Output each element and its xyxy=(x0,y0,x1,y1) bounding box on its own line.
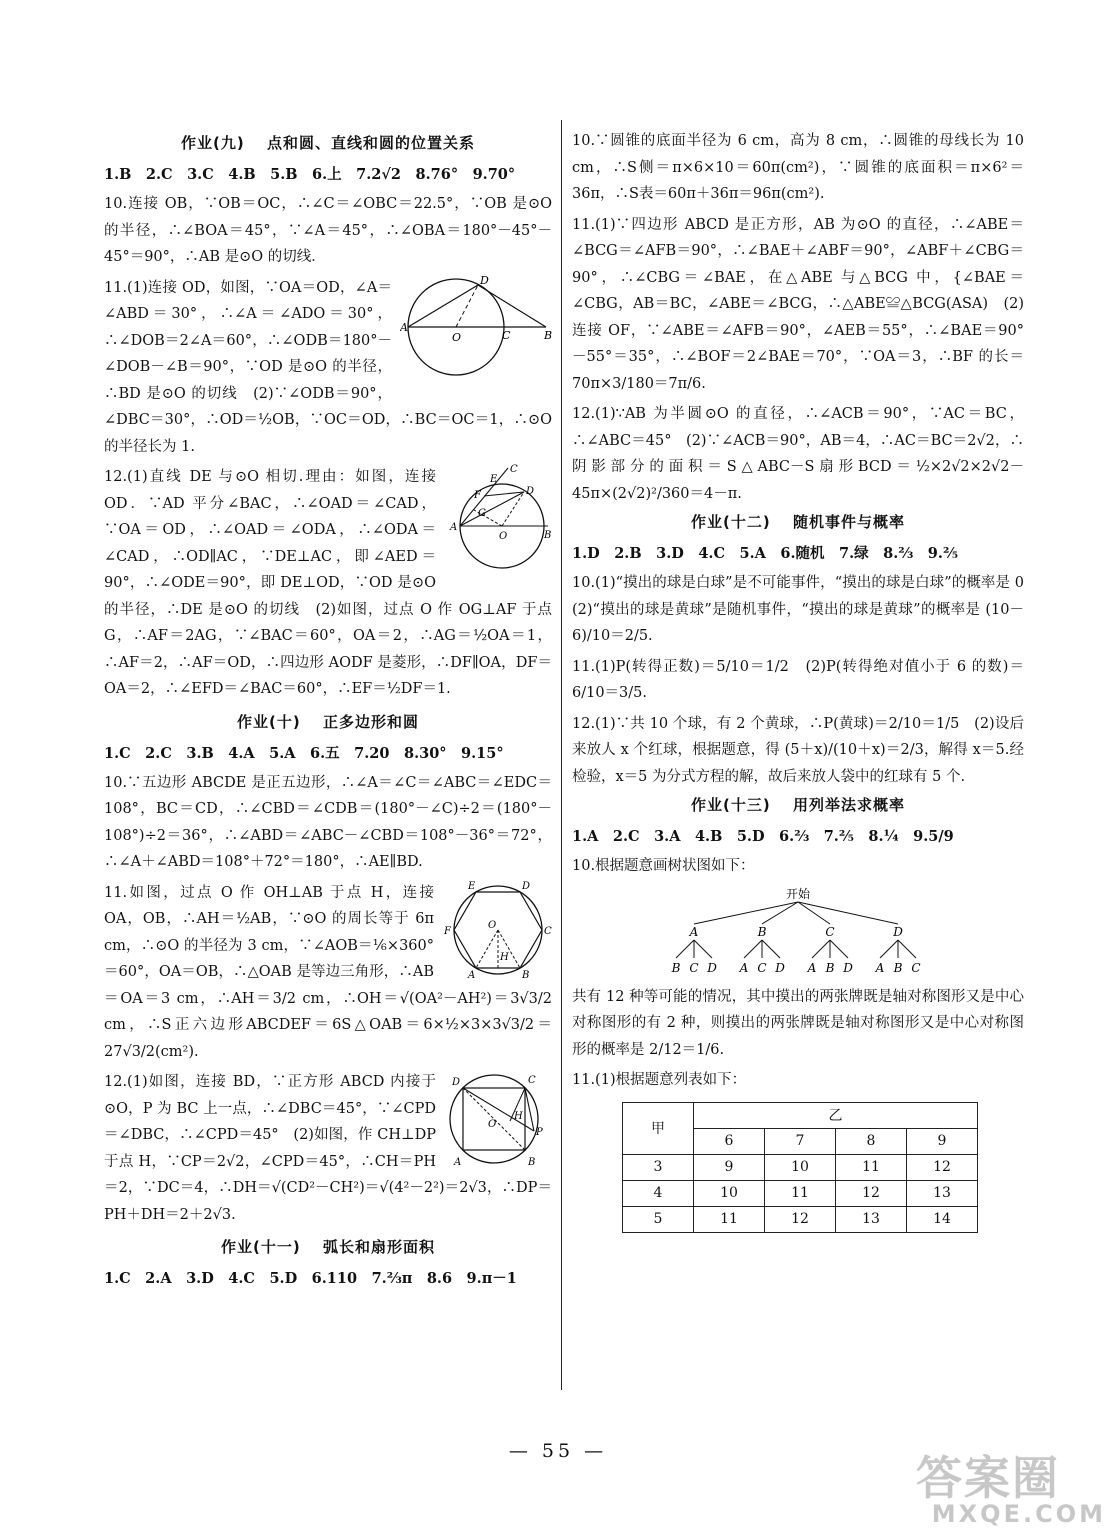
table-cell: 13 xyxy=(907,1180,978,1206)
column-divider xyxy=(561,120,562,1390)
choice-answers: 1.B 2.C 3.C 4.B 5.B 6.上 7.2√2 8.76° 9.70° xyxy=(104,166,516,183)
svg-text:D: D xyxy=(480,274,489,287)
answer-q11: 11.(1)P(转得正数)＝5/10＝1/2 (2)P(转得绝对值小于 6 的数)＝6/10＝3/5. xyxy=(572,658,1024,701)
svg-text:B: B xyxy=(528,1157,536,1168)
tree-node-level2: D xyxy=(707,960,717,975)
tree-node-level2: D xyxy=(843,960,853,975)
answer-q10: 10.∵五边形 ABCDE 是正五边形，∴∠A＝∠C＝∠ABC＝∠EDC＝108°，BC＝CD，∴∠CBD＝∠CDB＝(180°－∠C)÷2＝(180°－108°)÷2＝36°，∴∠ABD＝∠ABC－∠CBD＝108°－36°＝72°，∴∠A＋∠ABD＝108°＋72°＝180°，∴AE∥BD. xyxy=(104,774,552,870)
rhombus-circle-figure xyxy=(444,464,552,574)
section-title: 正多边形和圆 xyxy=(322,712,419,731)
answer-q10: 10.(1)“摸出的球是白球”是不可能事件，“摸出的球是白球”的概率是 0 (2)“摸出的球是黄球”是随机事件，“摸出的球是黄球”的概率是 (10－6)/10＝2/5. xyxy=(572,575,1039,644)
table-row-label: 4 xyxy=(623,1180,694,1206)
svg-text:B: B xyxy=(522,969,530,980)
tree-node-level2: A xyxy=(875,960,885,975)
section-heading-9 xyxy=(104,132,552,153)
tree-node-level2: C xyxy=(911,960,921,975)
tree-node-level2: C xyxy=(757,960,767,975)
tree-node-level2: D xyxy=(775,960,785,975)
svg-text:A: A xyxy=(450,522,458,533)
svg-text:B: B xyxy=(544,328,552,342)
answer-q12: 12.(1)∵共 10 个球，有 2 个黄球，∴P(黄球)＝2/10＝1/5 (2)设后来放人 x 个红球，根据题意，得 (5＋x)/(10＋x)＝2/3，解得 x＝5.经检验，x＝5 为分式方程的解，故后来放人袋中的红球有 5 个. xyxy=(572,715,1024,785)
table-cell: 10 xyxy=(694,1180,765,1206)
tree-node-level1: B xyxy=(757,924,767,939)
table-cell: 11 xyxy=(836,1154,907,1180)
svg-text:H: H xyxy=(514,1111,523,1122)
svg-text:C: C xyxy=(528,1075,536,1086)
svg-text:C: C xyxy=(502,328,511,342)
section-title: 随机事件与概率 xyxy=(792,513,905,531)
answer-q10-text: 共有 12 种等可能的情况，其中摸出的两张牌既是轴对称图形又是中心对称图形的有 2 种，则摸出的两张牌既是轴对称图形又是中心对称图形的概率是 2/12＝1/6. xyxy=(572,988,1024,1058)
watermark-logo xyxy=(916,1442,1106,1532)
svg-text:A: A xyxy=(468,969,476,980)
tree-node-level1: D xyxy=(893,924,903,939)
svg-text:D: D xyxy=(452,1077,461,1088)
svg-text:O: O xyxy=(499,531,508,542)
table-row-header: 甲 xyxy=(623,1102,694,1154)
svg-text:D: D xyxy=(522,880,531,892)
circle-tangent-figure xyxy=(400,275,552,383)
table-row xyxy=(623,1206,978,1232)
table-col-label: 6 xyxy=(694,1128,765,1154)
section-label: 作业(十三) xyxy=(691,796,771,814)
square-circle-figure xyxy=(444,1069,552,1169)
svg-text:E: E xyxy=(490,474,498,485)
section-heading-10 xyxy=(104,711,552,732)
section-title: 点和圆、直线和圆的位置关系 xyxy=(266,134,475,152)
section-heading-12 xyxy=(572,511,1024,532)
svg-text:A: A xyxy=(400,320,408,334)
answer-q11: 11.如图，过点 O 作 OH⊥AB 于点 H，连接 OA，OB，∴AH＝½AB，∵⊙O 的周长等于 6π cm，∴⊙O 的半径为 3 cm，∵∠AOB＝⅙×360°＝60°，OA＝OB，∴△OAB 是等边三角形，∴AB＝OA＝3 cm，∴AH＝3/2 cm，∴OH＝√(OA²－AH²)＝3√3/2 cm，∴S正六边形ABCDEF＝6S△OAB＝6×½×3×3√3/2＝27√3/2(cm²). xyxy=(104,884,552,1060)
answer-q10-intro: 10.根据题意画树状图如下： xyxy=(572,858,755,874)
section-heading-13 xyxy=(572,794,1024,815)
table-cell: 14 xyxy=(907,1206,978,1232)
left-column xyxy=(104,128,552,1295)
svg-text:H: H xyxy=(500,951,509,963)
answer-q11-intro: 11.(1)根据题意列表如下： xyxy=(572,1072,747,1088)
section-label: 作业(十) xyxy=(237,712,301,731)
section-title: 弧长和扇形面积 xyxy=(322,1238,435,1256)
outcome-table xyxy=(622,1102,978,1233)
table-cell: 9 xyxy=(694,1154,765,1180)
svg-text:F: F xyxy=(444,925,451,937)
page-number-value: 55 xyxy=(541,1440,575,1462)
table-col-label: 9 xyxy=(907,1128,978,1154)
tree-node-level1: C xyxy=(825,924,835,939)
tree-node-level2: A xyxy=(739,960,749,975)
svg-text:F: F xyxy=(474,490,481,501)
table-row-label: 5 xyxy=(623,1206,694,1232)
watermark-main: 答案圈 xyxy=(916,1451,1060,1505)
section-label: 作业(十二) xyxy=(691,513,771,531)
section-label: 作业(九) xyxy=(181,134,245,152)
section-heading-11 xyxy=(104,1236,552,1257)
table-cell: 10 xyxy=(765,1154,836,1180)
svg-text:E: E xyxy=(468,880,476,892)
svg-text:P: P xyxy=(536,1127,543,1138)
tree-diagram xyxy=(658,886,938,978)
table-row-label: 3 xyxy=(623,1154,694,1180)
choice-answers: 1.A 2.C 3.A 4.B 5.D 6.⅔ 7.⅖ 8.¼ 9.5/9 xyxy=(572,828,954,845)
tree-node-level2: B xyxy=(893,960,903,975)
table-cell: 13 xyxy=(836,1206,907,1232)
answer-q12: 12.(1)直线 DE 与⊙O 相切.理由：如图，连接 OD．∵AD 平分∠BAC，∴∠OAD＝∠CAD，∵OA＝OD，∴∠OAD＝∠ODA，∴∠ODA＝∠CAD，∴OD∥AC，∵DE⊥AC，即∠AED＝90°，∴∠ODE＝90°，即 DE⊥OD，∵OD 是⊙O 的半径，∴DE 是⊙O 的切线 (2)如图，过点 O 作 OG⊥AF 于点 G，∴AF＝2AG，∵∠BAC＝60°，OA＝2，∴AG＝½OA＝1，∴AF＝2，∴AF＝OD，∴四边形 AODF 是菱形，∴DF∥OA，DF＝OA＝2，∴∠EFD＝∠BAC＝60°，∴EF＝½DF＝1. xyxy=(104,469,552,697)
tree-node-level2: C xyxy=(689,960,699,975)
table-row xyxy=(623,1180,978,1206)
answer-q11: 11.(1)连接 OD，如图，∵OA＝OD，∠A＝∠ABD＝30°，∴∠A＝∠ADO＝30°，∴∠DOB＝2∠A＝60°，∴∠ODB＝180°－∠DOB－∠B＝90°，∵OD 是⊙O 的半径，∴BD 是⊙O 的切线 (2)∵∠ODB＝90°，∠DBC＝30°，∴OD＝½OB，∵OC＝OD，∴BC＝OC＝1，∴⊙O 的半径长为 1. xyxy=(104,279,552,455)
choice-answers: 1.D 2.B 3.D 4.C 5.A 6.随机 7.绿 8.⅔ 9.⅖ xyxy=(572,545,958,562)
hexagon-circle-figure xyxy=(442,880,552,980)
answer-q12: 12.(1)∵AB 为半圆⊙O 的直径，∴∠ACB＝90°，∵AC＝BC，∴∠ABC＝45° (2)∵∠ACB＝90°，AB＝4，∴AC＝BC＝2√2，∴阴影部分的面积＝S△ABC－S扇形BCD＝½×2√2×2√2－45π×(2√2)²/360＝4－π. xyxy=(572,406,1024,502)
right-column xyxy=(572,128,1039,1233)
tree-node-level2: B xyxy=(825,960,835,975)
choice-answers: 1.C 2.C 3.B 4.A 5.A 6.五 7.20 8.30° 9.15° xyxy=(104,744,504,762)
svg-text:O: O xyxy=(488,1119,497,1130)
svg-text:C: C xyxy=(510,464,518,475)
table-col-header: 乙 xyxy=(694,1102,978,1128)
table-row xyxy=(623,1154,978,1180)
svg-text:C: C xyxy=(544,925,552,937)
page-number: — 55 — xyxy=(508,1440,608,1462)
section-title: 用列举法求概率 xyxy=(792,796,905,814)
tree-root: 开始 xyxy=(785,886,811,901)
svg-text:A: A xyxy=(454,1157,462,1168)
svg-text:O: O xyxy=(488,919,497,931)
svg-text:D: D xyxy=(526,486,535,497)
answer-q12: 12.(1)如图，连接 BD，∵正方形 ABCD 内接于⊙O，P 为 BC 上一点，∴∠DBC＝45°，∵∠CPD＝∠DBC，∴∠CPD＝45° (2)如图，作 CH⊥DP 于点 H，∵CP＝2√2，∠CPD＝45°，∴CH＝PH＝2，∵DC＝4，∴DH＝√(CD²－CH²)＝√(4²－2²)＝2√3，∴DP＝PH＋DH＝2＋2√3. xyxy=(104,1074,552,1223)
tree-node-level1: A xyxy=(689,924,699,939)
watermark-sub: MXQE.COM xyxy=(931,1500,1106,1528)
table-cell: 12 xyxy=(836,1180,907,1206)
tree-node-level2: B xyxy=(671,960,681,975)
table-cell: 12 xyxy=(907,1154,978,1180)
svg-text:G: G xyxy=(478,508,486,519)
table-cell: 12 xyxy=(765,1206,836,1232)
svg-text:B: B xyxy=(544,530,552,541)
table-col-label: 7 xyxy=(765,1128,836,1154)
svg-text:O: O xyxy=(452,330,462,344)
choice-answers: 1.C 2.A 3.D 4.C 5.D 6.110 7.⅔π 8.6 9.π－1 xyxy=(104,1270,517,1287)
tree-node-level2: A xyxy=(807,960,817,975)
table-col-label: 8 xyxy=(836,1128,907,1154)
answer-q10: 10.∵圆锥的底面半径为 6 cm，高为 8 cm，∴圆锥的母线长为 10 cm，∴S侧＝π×6×10＝60π(cm²)，∵圆锥的底面积＝π×6²＝36π，∴S表＝60π＋36π＝96π(cm²). xyxy=(572,133,1024,202)
section-label: 作业(十一) xyxy=(221,1238,301,1256)
answer-q11: 11.(1)∵四边形 ABCD 是正方形，AB 为⊙O 的直径，∴∠ABE＝∠BCG＝∠AFB＝90°，∴∠BAE＋∠ABF＝90°，∠ABF＋∠CBG＝90°，∴∠CBG＝∠BAE，在△ABE 与△BCG 中，{∠BAE＝∠CBG，AB＝BC，∠ABE＝∠BCG，∴△ABE≌△BCG(ASA) (2)连接 OF，∵∠ABE＝∠AFB＝90°，∠AEB＝55°，∴∠BAE＝90°－55°＝35°，∴∠BOF＝2∠BAE＝70°，∵OA＝3，∴BF 的长＝70π×3/180＝7π/6. xyxy=(572,216,1024,392)
table-cell: 11 xyxy=(765,1180,836,1206)
answer-q10: 10.连接 OB，∵OB＝OC，∴∠C＝∠OBC＝22.5°，∵OB 是⊙O 的半径，∴∠BOA＝45°，∵∠A＝45°，∴∠OBA＝180°－45°－45°＝90°，∴AB 是⊙O 的切线． xyxy=(104,196,552,265)
table-cell: 11 xyxy=(694,1206,765,1232)
